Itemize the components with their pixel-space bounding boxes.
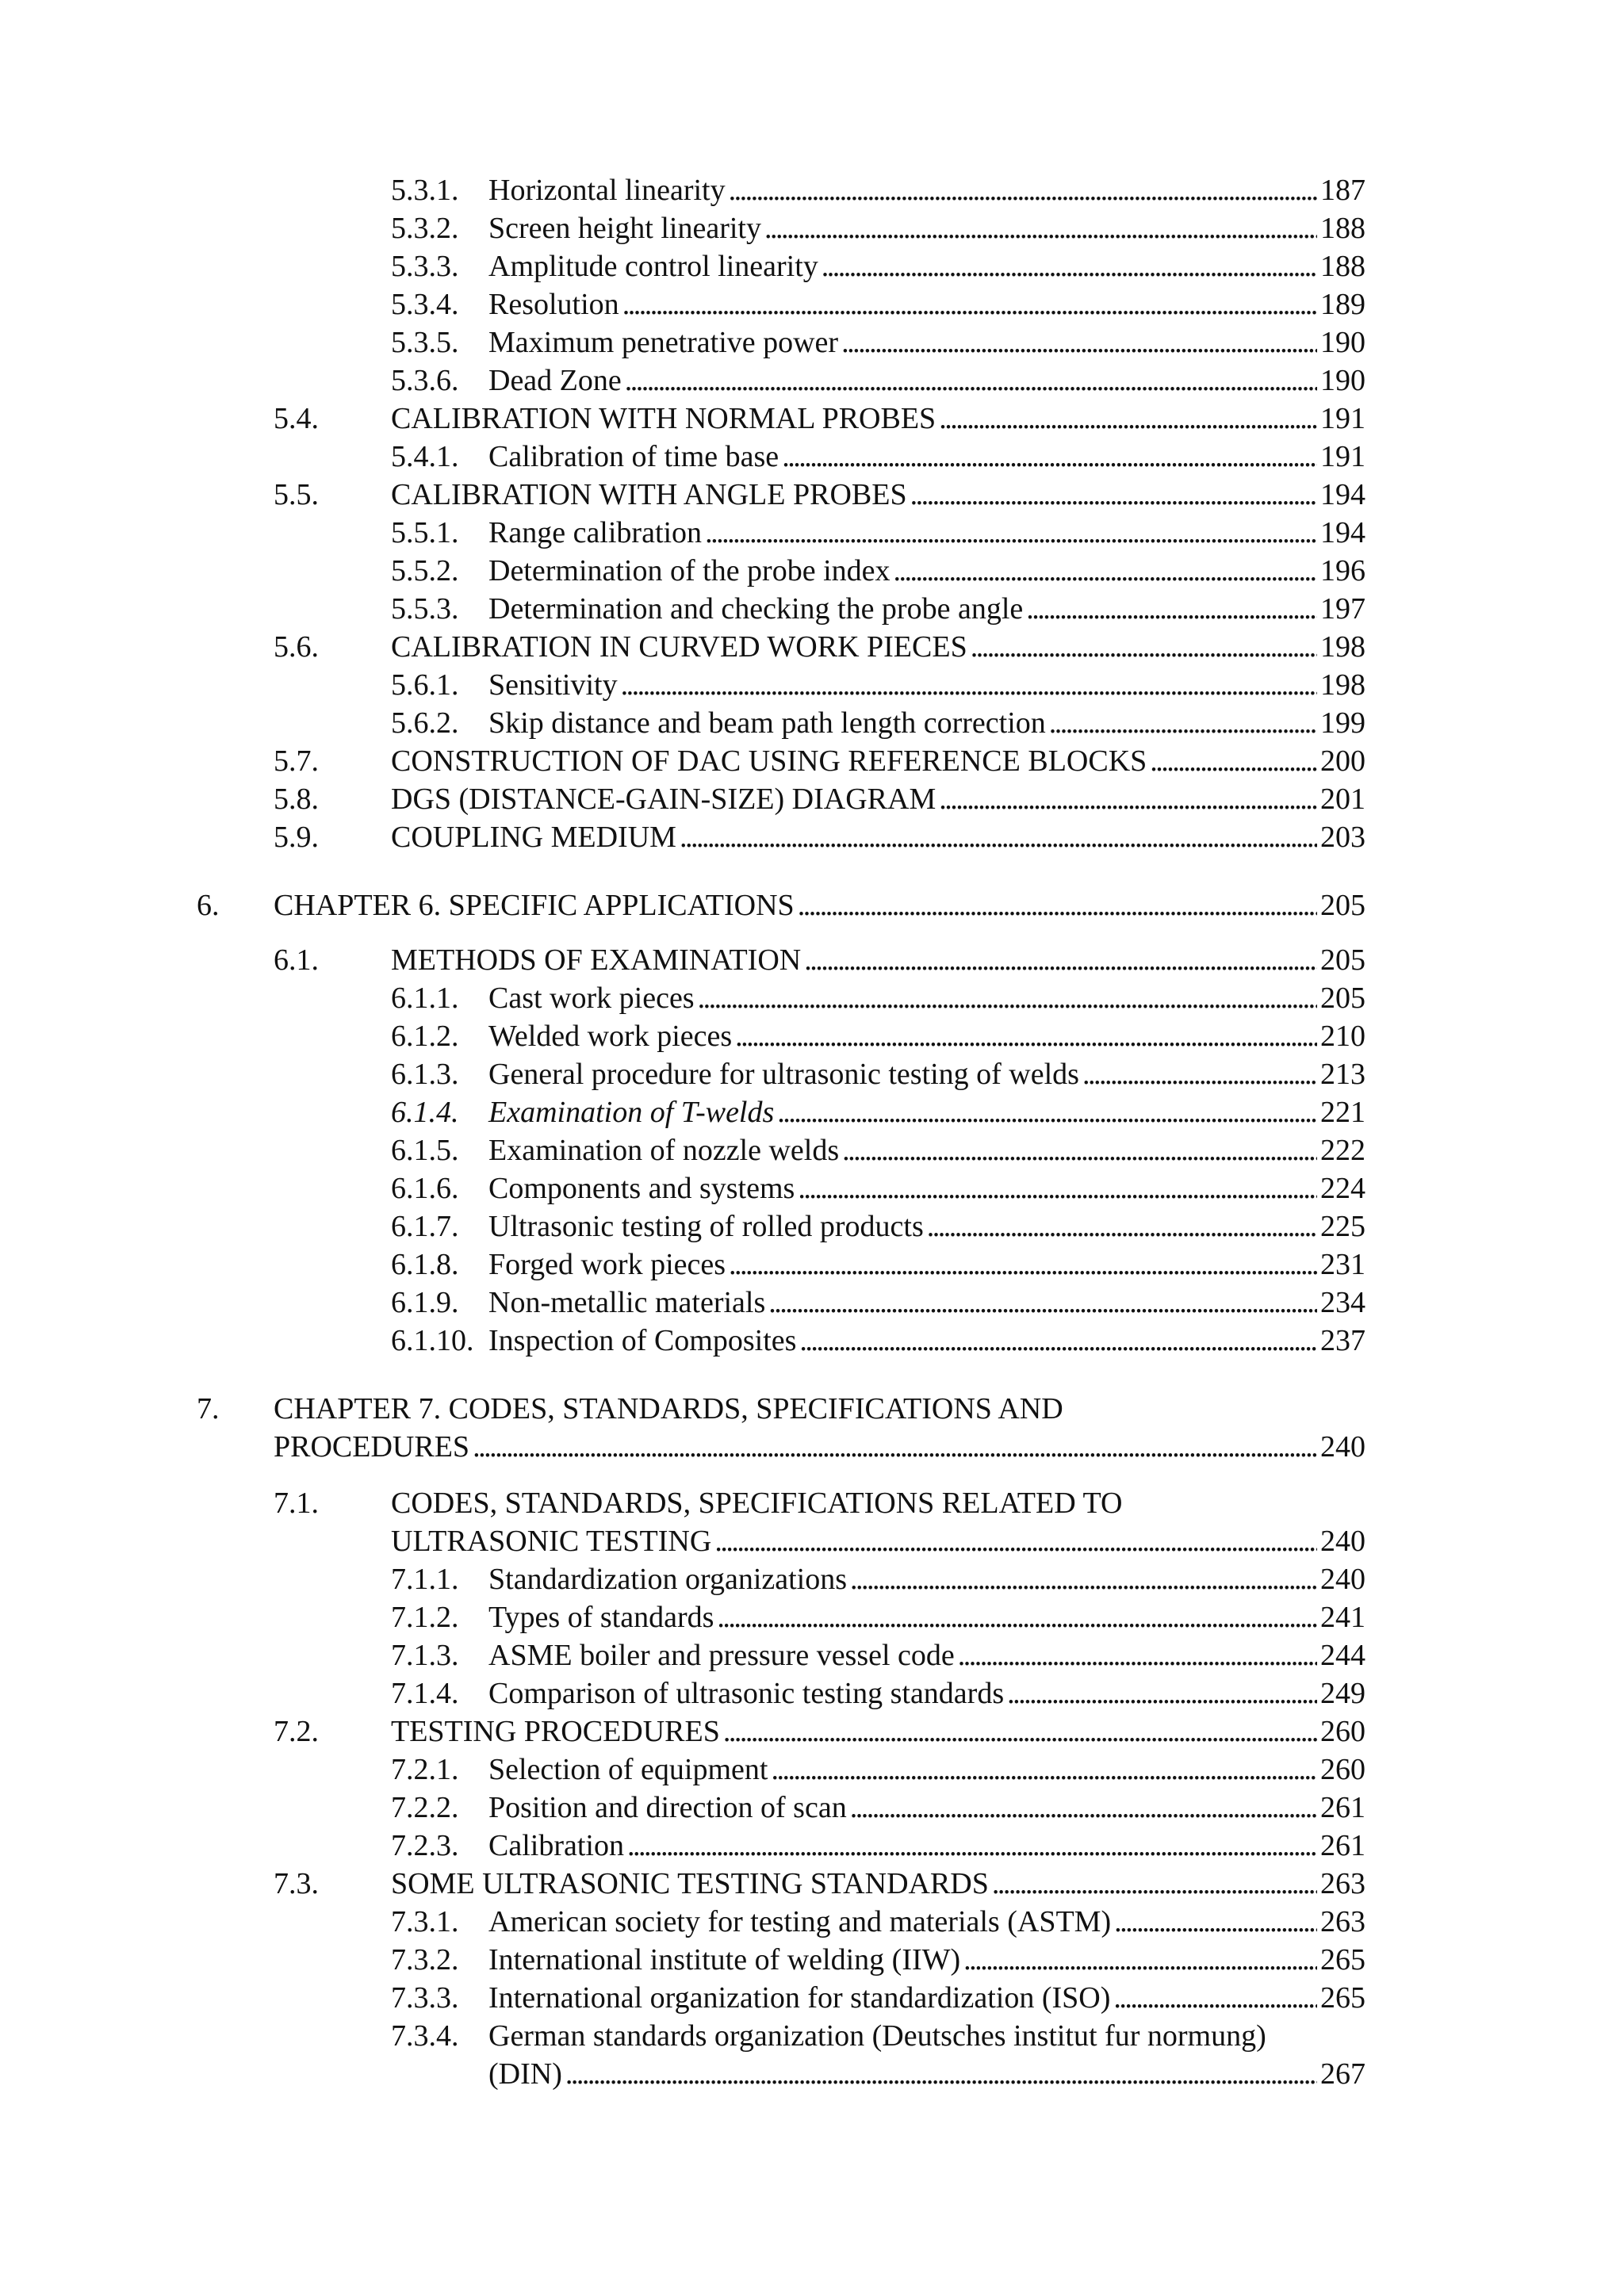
toc-entry-page-number: 205 <box>1320 982 1365 1015</box>
toc-entry-number: 5.3.4. <box>391 288 459 321</box>
toc-entry-page-number: 231 <box>1320 1248 1365 1281</box>
toc-entry[interactable] <box>0 1751 1624 1789</box>
toc-entry-number: 7.1.1. <box>391 1563 459 1596</box>
dot-leader <box>841 323 1317 362</box>
dot-leader <box>680 818 1317 856</box>
toc-entry[interactable] <box>0 1941 1624 1979</box>
toc-entry[interactable] <box>0 1636 1624 1674</box>
toc-entry-number: 5.6. <box>274 630 319 664</box>
toc-entry[interactable] <box>0 1284 1624 1322</box>
toc-entry-page-number: 198 <box>1320 668 1365 702</box>
toc-entry-number: 5.6.1. <box>391 668 459 702</box>
dot-leader <box>799 1322 1317 1360</box>
toc-entry-title: Resolution <box>488 288 619 321</box>
toc-entry-number: 7.2. <box>274 1715 319 1748</box>
toc-entry-page-number: 260 <box>1320 1715 1365 1748</box>
dot-leader <box>764 209 1317 247</box>
toc-entry-number: 5.8. <box>274 783 319 816</box>
toc-entry-title: Skip distance and beam path length correction <box>488 706 1046 740</box>
toc-entry-title: Cast work pieces <box>488 982 695 1015</box>
toc-entry[interactable] <box>0 1246 1624 1284</box>
toc-entry[interactable] <box>0 1865 1624 1903</box>
dot-leader <box>798 886 1317 924</box>
toc-entry-title: Range calibration <box>488 516 703 549</box>
toc-entry-title: CALIBRATION WITH NORMAL PROBES <box>391 402 936 435</box>
toc-entry-number: 7.2.2. <box>391 1791 459 1824</box>
toc-entry[interactable] <box>0 1674 1624 1712</box>
toc-entry-page-number: 196 <box>1320 554 1365 587</box>
dot-leader <box>1082 1055 1317 1093</box>
dot-leader <box>771 1751 1317 1789</box>
toc-entry-page-number: 190 <box>1320 364 1365 397</box>
toc-entry-number: 5.7. <box>274 744 319 778</box>
toc-entry[interactable] <box>0 590 1624 628</box>
toc-entry[interactable] <box>0 704 1624 742</box>
toc-entry-page-number: 261 <box>1320 1829 1365 1862</box>
dot-leader <box>705 514 1317 552</box>
toc-entry-page-number: 205 <box>1320 889 1365 922</box>
dot-leader <box>782 438 1317 476</box>
toc-entry-title: CALIBRATION WITH ANGLE PROBES <box>391 478 907 511</box>
toc-entry-number: 5.3.1. <box>391 174 459 207</box>
toc-entry[interactable] <box>0 171 1624 209</box>
toc-entry-title: DGS (DISTANCE-GAIN-SIZE) DIAGRAM <box>391 783 936 816</box>
toc-entry-title-continued: (DIN) <box>488 2057 562 2091</box>
toc-entry-number: 7.1. <box>274 1487 319 1520</box>
toc-entry[interactable] <box>0 1598 1624 1636</box>
toc-entry-number: 5.5.3. <box>391 592 459 626</box>
toc-entry-title: Amplitude control linearity <box>488 250 818 283</box>
toc-entry-page-number: 205 <box>1320 943 1365 977</box>
dot-leader <box>714 1522 1317 1560</box>
dot-leader <box>735 1017 1317 1055</box>
toc-entry-title: Comparison of ultrasonic testing standards <box>488 1677 1005 1710</box>
dot-leader <box>804 941 1317 979</box>
toc-entry-number: 7.3.3. <box>391 1981 459 2015</box>
toc-entry[interactable] <box>0 1169 1624 1207</box>
toc-entry-page-number: 191 <box>1320 402 1365 435</box>
toc-entry-title: Screen height linearity <box>488 212 761 245</box>
dot-leader <box>958 1636 1317 1674</box>
dot-leader <box>939 400 1317 438</box>
toc-entry-title: CODES, STANDARDS, SPECIFICATIONS RELATED TO <box>391 1487 1123 1520</box>
toc-entry-title: German standards organization (Deutsches institut fur normung) <box>488 2019 1266 2053</box>
toc-entry-number: 7.2.3. <box>391 1829 459 1862</box>
toc-entry-number: 6.1.8. <box>391 1248 459 1281</box>
toc-entry[interactable] <box>0 1207 1624 1246</box>
toc-entry-number: 7.3.1. <box>391 1905 459 1938</box>
toc-entry[interactable] <box>0 2017 1624 2093</box>
toc-entry-page-number: 260 <box>1320 1753 1365 1786</box>
dot-leader <box>894 552 1317 590</box>
dot-leader <box>473 1428 1317 1466</box>
toc-entry-page-number: 265 <box>1320 1981 1365 2015</box>
toc-entry-number: 7.3.4. <box>391 2019 459 2053</box>
dot-leader <box>842 1131 1317 1169</box>
toc-entry-number: 7.1.2. <box>391 1601 459 1634</box>
dot-leader <box>622 285 1317 323</box>
toc-entry[interactable] <box>0 247 1624 285</box>
dot-leader <box>992 1865 1317 1903</box>
toc-entry-number: 7.3. <box>274 1867 319 1900</box>
toc-entry-title: Examination of nozzle welds <box>488 1134 840 1167</box>
toc-entry[interactable] <box>0 780 1624 818</box>
toc-entry-page-number: 189 <box>1320 288 1365 321</box>
toc-entry-title: Inspection of Composites <box>488 1324 797 1357</box>
toc-entry-number: 6.1.5. <box>391 1134 459 1167</box>
toc-entry-number: 6.1.7. <box>391 1210 459 1243</box>
toc-entry-page-number: 199 <box>1320 706 1365 740</box>
dot-leader <box>910 476 1317 514</box>
toc-entry-number: 6.1. <box>274 943 319 977</box>
dot-leader <box>1150 742 1317 780</box>
toc-entry-page-number: 210 <box>1320 1020 1365 1053</box>
toc-entry-title: Selection of equipment <box>488 1753 768 1786</box>
toc-entry-title: METHODS OF EXAMINATION <box>391 943 802 977</box>
toc-entry-title: Ultrasonic testing of rolled products <box>488 1210 924 1243</box>
toc-entry[interactable] <box>0 400 1624 438</box>
dot-leader <box>850 1789 1317 1827</box>
toc-entry-title: CHAPTER 6. SPECIFIC APPLICATIONS <box>274 889 795 922</box>
toc-entry-page-number: 234 <box>1320 1286 1365 1319</box>
dot-leader <box>1026 590 1317 628</box>
toc-entry-page-number: 224 <box>1320 1172 1365 1205</box>
toc-entry-number: 7.3.2. <box>391 1943 459 1976</box>
toc-entry[interactable] <box>0 1131 1624 1169</box>
toc-entry[interactable] <box>0 285 1624 323</box>
toc-entry[interactable] <box>0 886 1624 924</box>
toc-entry[interactable] <box>0 1712 1624 1751</box>
toc-entry-page-number: 194 <box>1320 478 1365 511</box>
toc-entry-page-number: 213 <box>1320 1058 1365 1091</box>
toc-entry-title: International institute of welding (IIW) <box>488 1943 961 1976</box>
toc-entry-title: COUPLING MEDIUM <box>391 821 676 854</box>
dot-leader <box>625 362 1317 400</box>
toc-entry-title: CALIBRATION IN CURVED WORK PIECES <box>391 630 967 664</box>
toc-entry-page-number: 221 <box>1320 1096 1365 1129</box>
toc-entry[interactable] <box>0 818 1624 856</box>
toc-entry-number: 5.3.6. <box>391 364 459 397</box>
toc-entry-page-number: 200 <box>1320 744 1365 778</box>
toc-entry[interactable] <box>0 514 1624 552</box>
dot-leader <box>850 1560 1317 1598</box>
toc-entry-page-number: 261 <box>1320 1791 1365 1824</box>
toc-entry-page-number: 265 <box>1320 1943 1365 1976</box>
toc-entry[interactable] <box>0 476 1624 514</box>
toc-entry-page-number: 240 <box>1320 1430 1365 1464</box>
toc-entry[interactable] <box>0 1484 1624 1560</box>
toc-entry-page-number: 244 <box>1320 1639 1365 1672</box>
toc-entry-title: American society for testing and materials (ASTM) <box>488 1905 1112 1938</box>
toc-entry[interactable] <box>0 742 1624 780</box>
dot-leader <box>777 1093 1317 1131</box>
toc-entry-title: Dead Zone <box>488 364 622 397</box>
dot-leader <box>565 2055 1317 2093</box>
toc-entry-title: Horizontal linearity <box>488 174 726 207</box>
toc-entry-page-number: 203 <box>1320 821 1365 854</box>
toc-entry-title: Sensitivity <box>488 668 618 702</box>
toc-entry-title-continued: ULTRASONIC TESTING <box>391 1525 712 1558</box>
toc-entry[interactable] <box>0 1017 1624 1055</box>
toc-entry-number: 6.1.4. <box>391 1096 459 1129</box>
toc-entry-page-number: 263 <box>1320 1867 1365 1900</box>
toc-entry-title: SOME ULTRASONIC TESTING STANDARDS <box>391 1867 989 1900</box>
toc-entry-page-number: 197 <box>1320 592 1365 626</box>
toc-entry-number: 6.1.3. <box>391 1058 459 1091</box>
toc-entry-page-number: 240 <box>1320 1525 1365 1558</box>
toc-entry-page-number: 225 <box>1320 1210 1365 1243</box>
toc-entry-title: Determination of the probe index <box>488 554 891 587</box>
toc-entry[interactable] <box>0 1322 1624 1360</box>
toc-entry[interactable] <box>0 1789 1624 1827</box>
toc-entry-title: General procedure for ultrasonic testing of welds <box>488 1058 1079 1091</box>
toc-entry-title: Calibration of time base <box>488 440 779 473</box>
dot-leader <box>927 1207 1317 1246</box>
dot-leader <box>963 1941 1317 1979</box>
toc-entry-title: Types of standards <box>488 1601 714 1634</box>
toc-entry[interactable] <box>0 628 1624 666</box>
toc-entry-page-number: 194 <box>1320 516 1365 549</box>
dot-leader <box>698 979 1317 1017</box>
toc-entry-page-number: 201 <box>1320 783 1365 816</box>
dot-leader <box>627 1827 1317 1865</box>
toc-entry-number: 6. <box>197 889 220 922</box>
dot-leader <box>768 1284 1317 1322</box>
toc-entry-number: 5.4. <box>274 402 319 435</box>
toc-entry-title: Examination of T-welds <box>488 1096 775 1129</box>
toc-entry-number: 5.6.2. <box>391 706 459 740</box>
dot-leader <box>621 666 1317 704</box>
toc-entry-page-number: 240 <box>1320 1563 1365 1596</box>
toc-entry[interactable] <box>0 941 1624 979</box>
toc-entry-number: 5.3.2. <box>391 212 459 245</box>
toc-entry-title-continued: PROCEDURES <box>274 1430 470 1464</box>
toc-entry-title: CHAPTER 7. CODES, STANDARDS, SPECIFICATIONS AND <box>274 1392 1063 1425</box>
toc-entry-number: 6.1.10. <box>391 1324 474 1357</box>
toc-entry-number: 6.1.6. <box>391 1172 459 1205</box>
toc-entry[interactable] <box>0 438 1624 476</box>
toc-entry-number: 7.1.4. <box>391 1677 459 1710</box>
toc-entry-title: Calibration <box>488 1829 624 1862</box>
toc-entry-title: Maximum penetrative power <box>488 326 839 359</box>
toc-entry-page-number: 191 <box>1320 440 1365 473</box>
toc-entry-page-number: 222 <box>1320 1134 1365 1167</box>
dot-leader <box>939 780 1317 818</box>
toc-entry-number: 5.5. <box>274 478 319 511</box>
toc-entry-page-number: 198 <box>1320 630 1365 664</box>
toc-entry[interactable] <box>0 1055 1624 1093</box>
toc-entry-number: 6.1.2. <box>391 1020 459 1053</box>
toc-entry-page-number: 267 <box>1320 2057 1365 2091</box>
dot-leader <box>1113 1979 1317 2017</box>
toc-entry-number: 5.5.2. <box>391 554 459 587</box>
toc-entry-title: Non-metallic materials <box>488 1286 766 1319</box>
toc-entry-number: 7.1.3. <box>391 1639 459 1672</box>
dot-leader <box>723 1712 1317 1751</box>
toc-entry-number: 6.1.9. <box>391 1286 459 1319</box>
toc-entry-number: 5.4.1. <box>391 440 459 473</box>
toc-entry[interactable] <box>0 362 1624 400</box>
toc-entry-number: 5.3.3. <box>391 250 459 283</box>
toc-entry-page-number: 187 <box>1320 174 1365 207</box>
toc-entry-number: 6.1.1. <box>391 982 459 1015</box>
dot-leader <box>1007 1674 1317 1712</box>
toc-entry-page-number: 263 <box>1320 1905 1365 1938</box>
toc-entry-page-number: 241 <box>1320 1601 1365 1634</box>
toc-entry-number: 5.5.1. <box>391 516 459 549</box>
dot-leader <box>729 171 1317 209</box>
toc-entry-title: CONSTRUCTION OF DAC USING REFERENCE BLOCKS <box>391 744 1147 778</box>
toc-entry-number: 5.9. <box>274 821 319 854</box>
dot-leader <box>822 247 1317 285</box>
toc-entry[interactable] <box>0 323 1624 362</box>
dot-leader <box>717 1598 1317 1636</box>
toc-entry-page-number: 237 <box>1320 1324 1365 1357</box>
toc-entry-title: Welded work pieces <box>488 1020 733 1053</box>
toc-entry-number: 5.3.5. <box>391 326 459 359</box>
toc-entry[interactable] <box>0 1390 1624 1466</box>
toc-entry[interactable] <box>0 1560 1624 1598</box>
dot-leader <box>971 628 1317 666</box>
dot-leader <box>729 1246 1317 1284</box>
toc-entry-number: 7.2.1. <box>391 1753 459 1786</box>
dot-leader <box>1114 1903 1317 1941</box>
toc-entry[interactable] <box>0 666 1624 704</box>
toc-entry-page-number: 188 <box>1320 250 1365 283</box>
toc-entry-title: International organization for standardization (ISO) <box>488 1981 1111 2015</box>
toc-entry-page-number: 188 <box>1320 212 1365 245</box>
toc-entry[interactable] <box>0 209 1624 247</box>
toc-entry-title: TESTING PROCEDURES <box>391 1715 720 1748</box>
toc-entry-title: Determination and checking the probe angle <box>488 592 1024 626</box>
toc-entry-page-number: 190 <box>1320 326 1365 359</box>
toc-entry-title: Standardization organizations <box>488 1563 848 1596</box>
toc-entry-title: Position and direction of scan <box>488 1791 847 1824</box>
dot-leader <box>798 1169 1317 1207</box>
toc-entry-number: 7. <box>197 1392 220 1425</box>
toc-entry[interactable] <box>0 552 1624 590</box>
toc-entry[interactable] <box>0 1979 1624 2017</box>
toc-entry[interactable] <box>0 1827 1624 1865</box>
toc-entry-title: Forged work pieces <box>488 1248 726 1281</box>
toc-entry-title: Components and systems <box>488 1172 795 1205</box>
toc-entry-title: ASME boiler and pressure vessel code <box>488 1639 955 1672</box>
toc-entry[interactable] <box>0 979 1624 1017</box>
toc-entry-page-number: 249 <box>1320 1677 1365 1710</box>
dot-leader <box>1049 704 1317 742</box>
toc-entry[interactable] <box>0 1093 1624 1131</box>
toc-entry[interactable] <box>0 1903 1624 1941</box>
